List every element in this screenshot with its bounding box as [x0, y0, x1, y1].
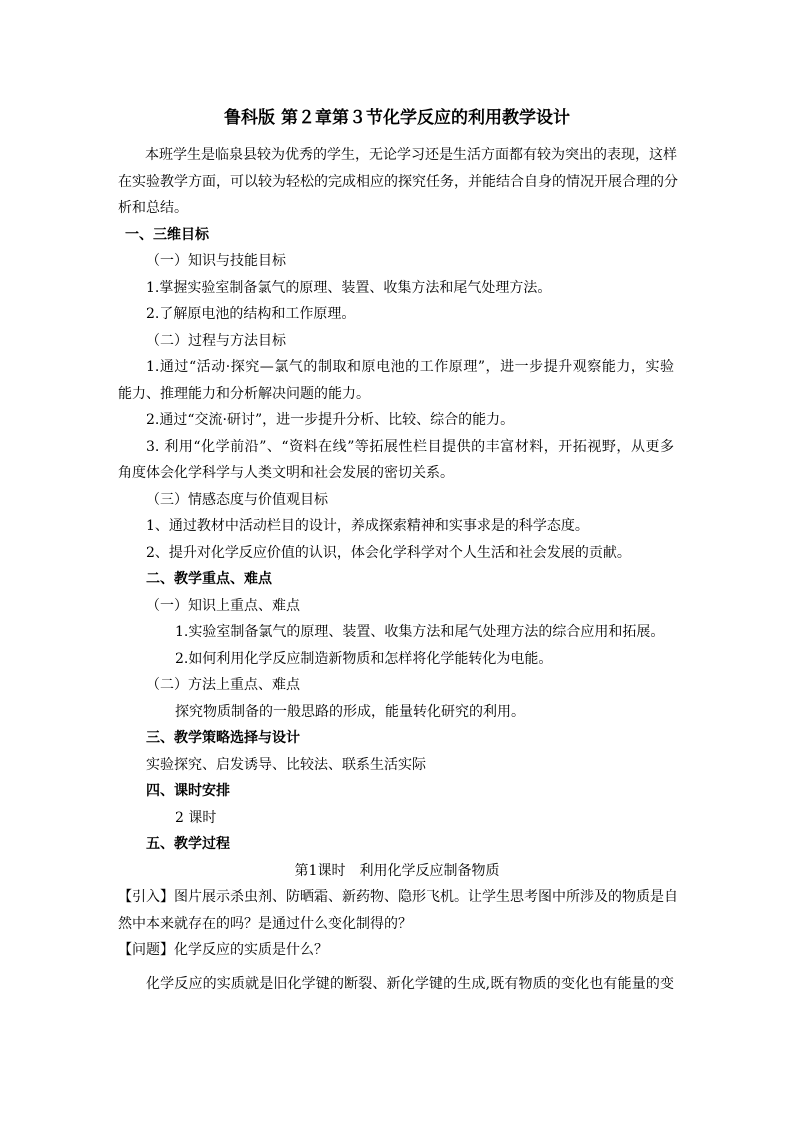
- knowledge-item-2: 2.了解原电池的结构和工作原理。: [146, 306, 356, 322]
- attitude-item-2: 2、提升对化学反应价值的认识，体会化学科学对个人生活和社会发展的贡献。: [146, 545, 631, 561]
- attitude-item-1: 1、通过教材中活动栏目的设计，养成探索精神和实事求是的科学态度。: [146, 518, 589, 534]
- process-item-3-line-2: 角度体会化学科学与人类文明和社会发展的密切关系。: [118, 465, 454, 481]
- key-knowledge-item-2: 2.如何利用化学反应制造新物质和怎样将化学能转化为电能。: [175, 651, 553, 667]
- subheading-knowledge: （一）知识与技能目标: [146, 253, 286, 269]
- intro-activity-line-2: 然中本来就存在的吗？是通过什么变化制得的？: [118, 916, 412, 932]
- section-heading-2: 二、教学重点、难点: [146, 571, 272, 587]
- section-heading-4: 四、课时安排: [146, 783, 230, 799]
- subheading-key-knowledge: （一）知识上重点、难点: [146, 598, 300, 614]
- intro-activity-line-1: 【引入】图片展示杀虫剂、防晒霜、新药物、隐形飞机。让学生思考图中所涉及的物质是自: [118, 889, 678, 905]
- intro-line-1: 本班学生是临泉县较为优秀的学生，无论学习还是生活方面都有较为突出的表现，这样: [145, 147, 677, 163]
- subheading-process: （二）过程与方法目标: [146, 333, 286, 349]
- process-item-2: 2.通过“交流·研讨”，进一步提升分析、比较、综合的能力。: [146, 412, 515, 428]
- key-knowledge-item-1: 1.实验室制备氯气的原理、装置、收集方法和尾气处理方法的综合应用和拓展。: [175, 624, 665, 640]
- process-item-3-line-1: 3. 利用“化学前沿”、“资料在线”等拓展性栏目提供的丰富材料，开拓视野，从更多: [146, 439, 674, 455]
- question-line: 【问题】化学反应的实质是什么？: [118, 942, 328, 958]
- intro-line-3: 析和总结。: [118, 200, 188, 216]
- process-item-1-line-1: 1.通过“活动·探究—氯气的制取和原电池的工作原理”，进一步提升观察能力，实验: [146, 359, 674, 375]
- section-heading-3: 三、教学策略选择与设计: [146, 730, 300, 746]
- key-method-text: 探究物质制备的一般思路的形成，能量转化研究的利用。: [175, 704, 525, 720]
- section-heading-1: 一、三维目标: [125, 227, 209, 243]
- process-item-1-line-2: 能力、推理能力和分析解决问题的能力。: [118, 386, 370, 402]
- hours-text: 2 课时: [175, 810, 217, 826]
- page-title: 鲁科版 第２章第３节化学反应的利用教学设计: [224, 108, 570, 128]
- lesson-title: 第1课时 利用化学反应制备物质: [294, 863, 500, 879]
- answer-line: 化学反应的实质就是旧化学键的断裂、新化学键的生成,既有物质的变化也有能量的变: [146, 976, 674, 992]
- knowledge-item-1: 1.掌握实验室制备氯气的原理、装置、收集方法和尾气处理方法。: [146, 280, 552, 296]
- intro-line-2: 在实验教学方面，可以较为轻松的完成相应的探究任务，并能结合自身的情况开展合理的分: [118, 174, 678, 190]
- subheading-attitude: （三）情感态度与价值观目标: [146, 492, 328, 508]
- section-heading-5: 五、教学过程: [146, 836, 230, 852]
- strategy-text: 实验探究、启发诱导、比较法、联系生活实际: [146, 757, 426, 773]
- subheading-key-method: （二）方法上重点、难点: [146, 677, 300, 693]
